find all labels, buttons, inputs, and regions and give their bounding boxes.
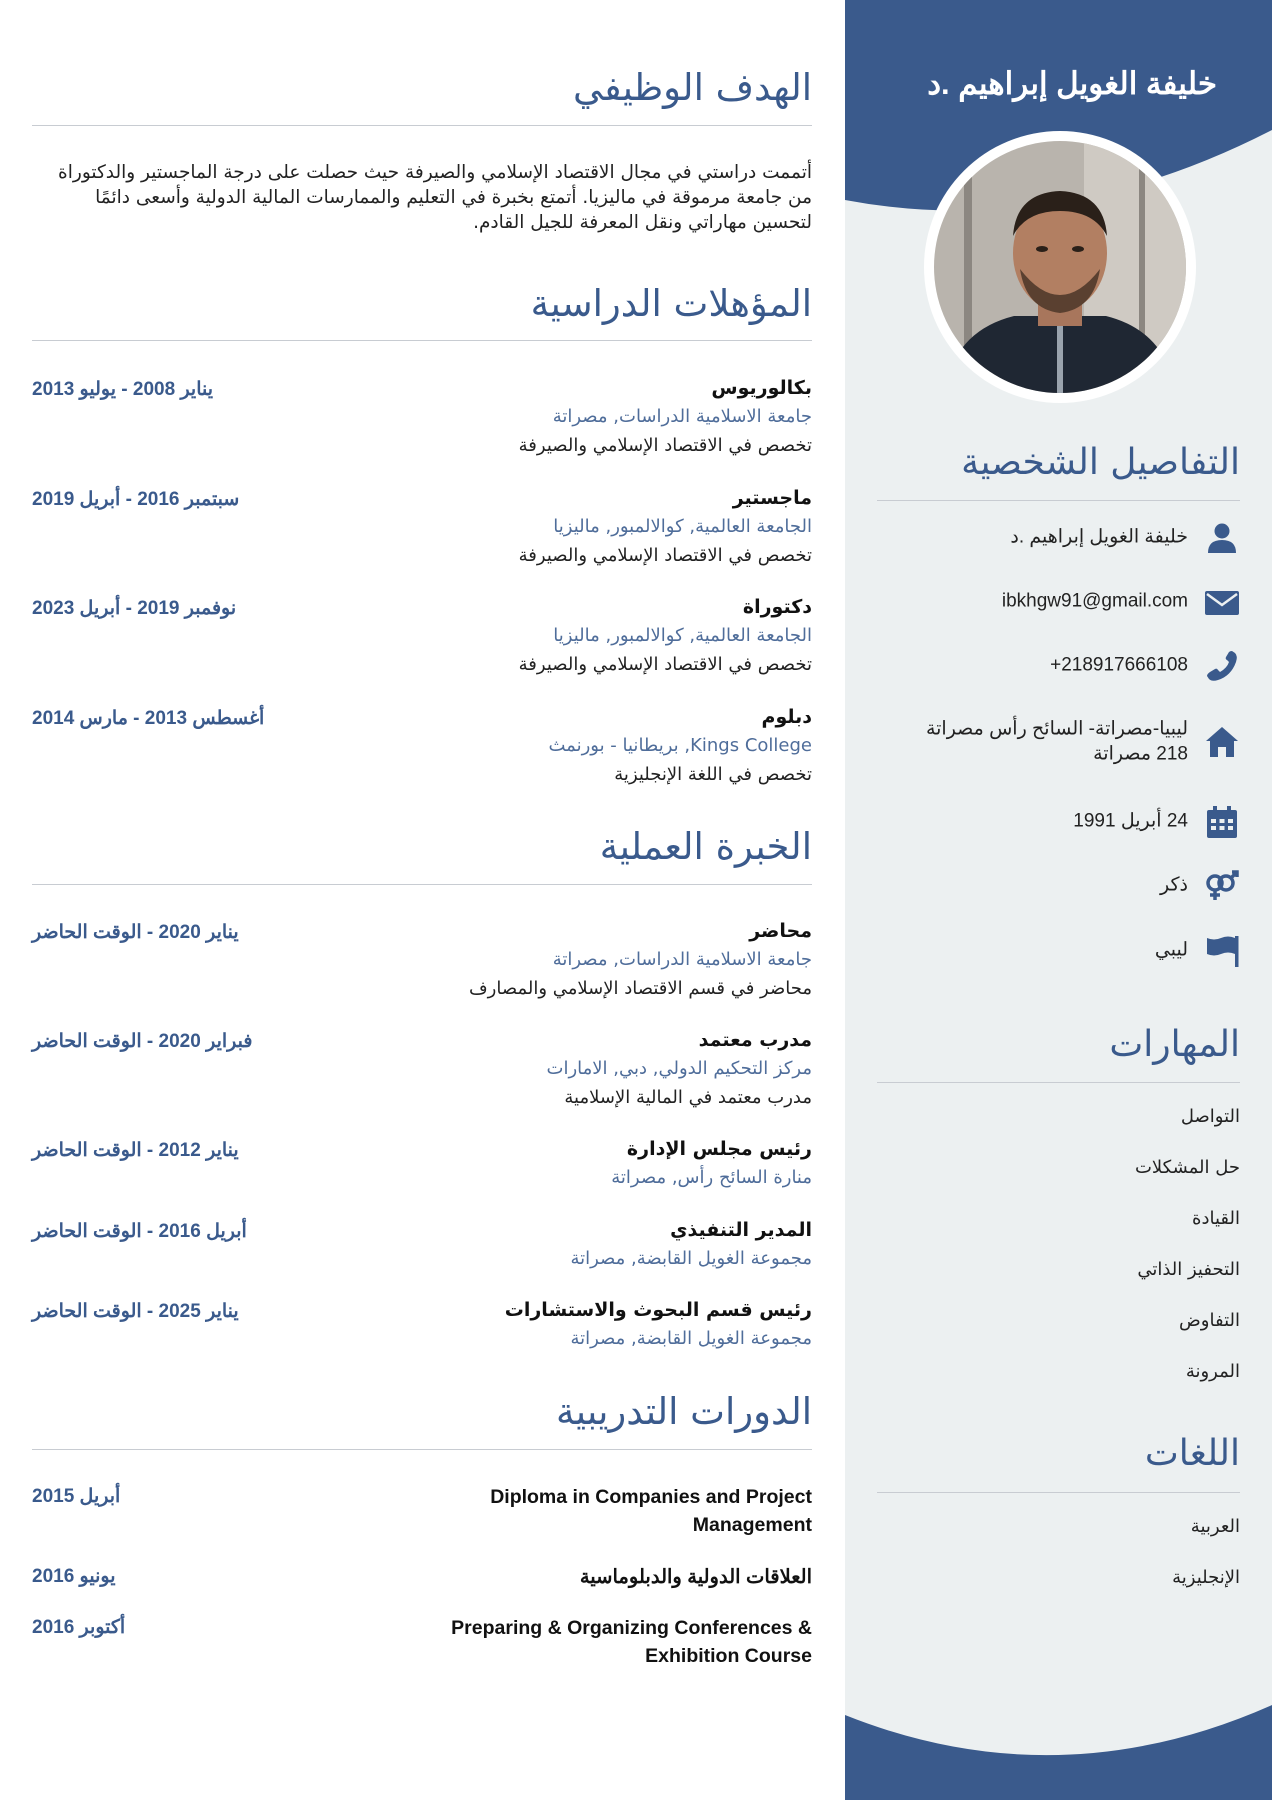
details-heading: التفاصيل الشخصية — [961, 442, 1240, 483]
education-description: تخصص في اللغة الإنجليزية — [614, 764, 812, 785]
education-degree: بكالوريوس — [711, 377, 812, 399]
education-description: تخصص في الاقتصاد الإسلامي والصيرفة — [518, 654, 812, 675]
detail-birthdate — [877, 796, 1240, 848]
gender-text: ذكر — [1160, 874, 1188, 896]
home-icon — [1204, 724, 1240, 760]
profile-name: خليفة الغويل إبراهيم .د — [927, 66, 1217, 101]
experience-position: مدرب معتمد — [698, 1029, 812, 1051]
experience-position: محاضر — [749, 920, 812, 942]
skill-item: التفاوض — [1179, 1310, 1240, 1331]
detail-gender — [877, 860, 1240, 912]
user-icon — [1204, 520, 1240, 556]
sidebar-footer-wave — [845, 1700, 1272, 1800]
phone-icon — [1204, 648, 1240, 684]
skill-item: حل المشكلات — [1134, 1157, 1240, 1178]
course-title: Diploma in Companies and Project Management — [490, 1486, 812, 1536]
skill-item: التواصل — [1180, 1106, 1240, 1127]
languages-heading: اللغات — [1144, 1433, 1240, 1474]
objective-heading: الهدف الوظيفي — [573, 66, 812, 109]
gender-icon — [1204, 868, 1240, 904]
sidebar — [845, 0, 1272, 1800]
experience-date: يناير 2020 - الوقت الحاضر — [32, 922, 239, 943]
languages-divider — [877, 1492, 1240, 1493]
education-date: يناير 2008 - يوليو 2013 — [32, 379, 214, 400]
education-institution: جامعة الاسلامية الدراسات, مصراتة — [552, 406, 812, 427]
nationality-text: ليبي — [1154, 939, 1188, 961]
education-description: تخصص في الاقتصاد الإسلامي والصيرفة — [518, 435, 812, 456]
courses-divider — [32, 1449, 812, 1450]
detail-phone[interactable] — [877, 640, 1240, 692]
experience-organization: مجموعة الغويل القابضة, مصراتة — [570, 1248, 812, 1269]
skill-item: التحفيز الذاتي — [1137, 1259, 1240, 1280]
language-item: الإنجليزية — [1172, 1567, 1240, 1588]
detail-name-text: خليفة الغويل إبراهيم .د — [1010, 526, 1188, 548]
details-divider — [877, 500, 1240, 501]
detail-nationality — [877, 925, 1240, 977]
objective-text: أتممت دراستي في مجال الاقتصاد الإسلامي والصيرفة حيث حصلت على درجة الماجستير والدكتوراة من جامعة مرموقة في ماليزيا. أتمتع بخبرة في التعليم والممارسات المالية الدولية وأسعى دائمًا لتحسين مهاراتي ونقل المعرفة للجيل القادم. — [58, 162, 812, 233]
detail-email[interactable] — [877, 576, 1240, 628]
language-item: العربية — [1190, 1516, 1240, 1537]
skills-divider — [877, 1082, 1240, 1083]
birthdate-text: 24 أبريل 1991 — [1073, 810, 1188, 832]
experience-position: رئيس قسم البحوث والاستشارات — [504, 1299, 812, 1321]
email-text[interactable]: ibkhgw91@gmail.com — [1001, 590, 1188, 612]
experience-divider — [32, 884, 812, 885]
calendar-icon — [1204, 804, 1240, 840]
detail-name — [877, 512, 1240, 564]
experience-date: فبراير 2020 - الوقت الحاضر — [32, 1031, 253, 1052]
course-title: العلاقات الدولية والدبلوماسية — [579, 1566, 812, 1588]
profile-photo-image — [934, 141, 1186, 393]
experience-organization: جامعة الاسلامية الدراسات, مصراتة — [552, 949, 812, 970]
skills-heading: المهارات — [1109, 1024, 1240, 1065]
education-institution: الجامعة العالمية, كوالالمبور, ماليزيا — [553, 516, 812, 537]
envelope-icon — [1204, 584, 1240, 620]
education-institution: Kings College, بريطانيا - بورنمث — [548, 735, 812, 756]
experience-position: رئيس مجلس الإدارة — [626, 1138, 812, 1160]
experience-organization: مركز التحكيم الدولي, دبي, الامارات — [546, 1058, 812, 1079]
education-heading: المؤهلات الدراسية — [530, 282, 812, 325]
experience-heading: الخبرة العملية — [599, 825, 812, 868]
education-divider — [32, 340, 812, 341]
experience-date: يناير 2012 - الوقت الحاضر — [32, 1140, 239, 1161]
profile-photo — [924, 131, 1196, 403]
course-date: أبريل 2015 — [32, 1486, 121, 1507]
objective-divider — [32, 125, 812, 126]
education-degree: ماجستير — [732, 487, 812, 509]
course-date: أكتوبر 2016 — [32, 1617, 126, 1638]
education-institution: الجامعة العالمية, كوالالمبور, ماليزيا — [553, 625, 812, 646]
phone-text[interactable]: +218917666108 — [1050, 654, 1188, 676]
address-text: ليبيا-مصراتة- السائح رأس مصراتة 218 مصراتة — [925, 718, 1188, 764]
skill-item: القيادة — [1192, 1208, 1240, 1229]
experience-description: محاضر في قسم الاقتصاد الإسلامي والمصارف — [469, 978, 812, 999]
courses-heading: الدورات التدريبية — [555, 1390, 812, 1433]
experience-organization: منارة السائح رأس, مصراتة — [611, 1167, 812, 1188]
experience-description: مدرب معتمد في المالية الإسلامية — [564, 1087, 812, 1108]
education-date: أغسطس 2013 - مارس 2014 — [32, 708, 265, 729]
detail-address — [877, 707, 1240, 777]
experience-organization: مجموعة الغويل القابضة, مصراتة — [570, 1328, 812, 1349]
education-degree: دبلوم — [761, 706, 812, 728]
experience-position: المدير التنفيذي — [670, 1219, 812, 1241]
education-date: سبتمبر 2016 - أبريل 2019 — [32, 489, 240, 510]
experience-date: أبريل 2016 - الوقت الحاضر — [32, 1221, 247, 1242]
education-description: تخصص في الاقتصاد الإسلامي والصيرفة — [518, 545, 812, 566]
flag-icon — [1204, 933, 1240, 969]
education-degree: دكتوراة — [742, 596, 812, 618]
experience-date: يناير 2025 - الوقت الحاضر — [32, 1301, 239, 1322]
course-date: يونيو 2016 — [32, 1566, 116, 1587]
education-date: نوفمبر 2019 - أبريل 2023 — [32, 598, 237, 619]
course-title: Preparing & Organizing Conferences & Exhibition Course — [451, 1617, 812, 1667]
skill-item: المرونة — [1185, 1361, 1240, 1382]
